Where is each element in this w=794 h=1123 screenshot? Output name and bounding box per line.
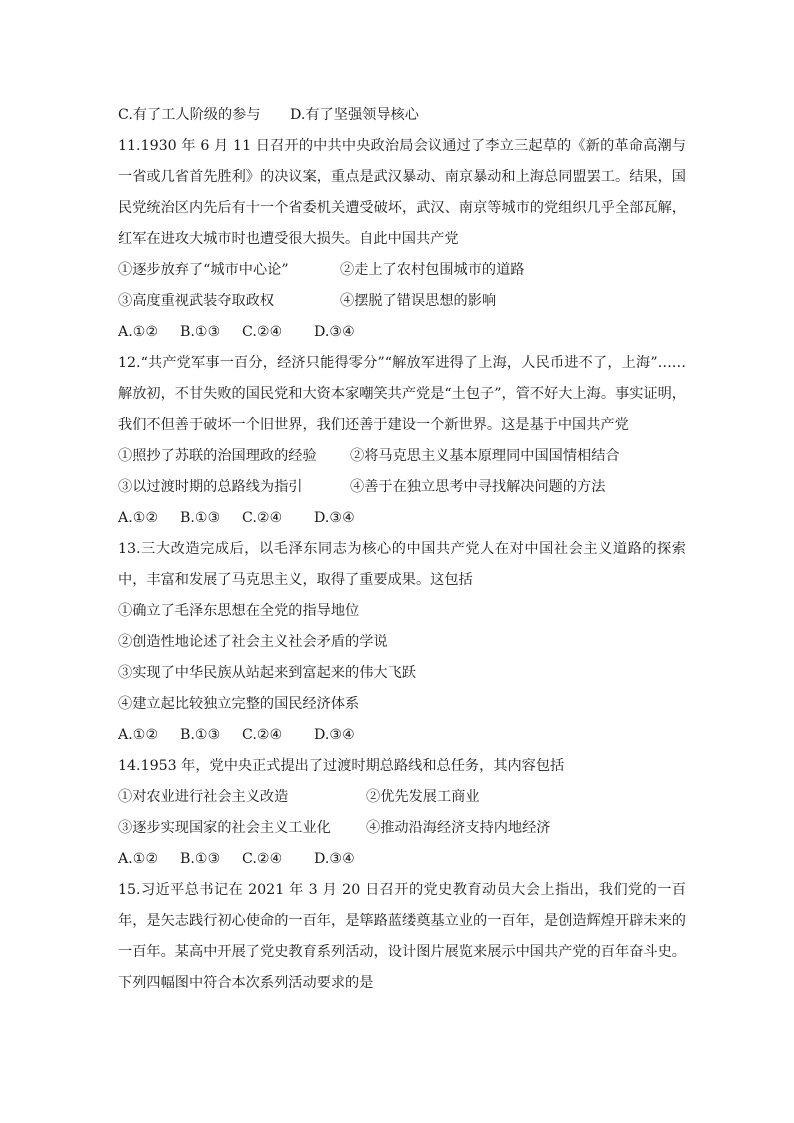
q11-items-row2 [118, 286, 686, 317]
q11-item-3: ③高度重视武装夺取政权 [118, 293, 275, 309]
q10-option-d: D.有了坚强领导核心 [290, 107, 419, 123]
q14-item-3: ③逐步实现国家的社会主义工业化 [118, 820, 331, 836]
q11-answer-a: A.①② [118, 324, 159, 340]
q14-answer-d: D.③④ [314, 851, 355, 867]
q11-answer-c: C.②④ [242, 324, 283, 340]
q15-stem: 15.习近平总书记在 2021 年 3 月 20 日召开的党史教育动员大会上指出，我们党的一百年，是矢志践行初心使命的一百年，是筚路蓝缕奠基立业的一百年，是创造辉煌开辟未来的一百年。某高中开展了党史教育系列活动，设计图片展览来展示中国共产党的百年奋斗史。下列四幅图中符合本次系列活动要求的是 [118, 882, 686, 991]
q11-answers [118, 317, 686, 348]
q14-stem: 14.1953 年，党中央正式提出了过渡时期总路线和总任务，其内容包括 [118, 758, 565, 774]
q12-answers [118, 503, 686, 534]
q12-item-2: ②将马克思主义基本原理同中国国情相结合 [350, 448, 620, 464]
q14-items-row2 [118, 813, 686, 844]
q12-stem: 12.“共产党军事一百分，经济只能得零分”“解放军进得了上海，人民币进不了，上海”……解放初，不甘失败的国民党和大资本家嘲笑共产党是“土包子”，管不好大上海。事实证明，我们不但善于破坏一个旧世界，我们还善于建设一个新世界。这是基于中国共产党 [118, 355, 686, 433]
q12-item-3: ③以过渡时期的总路线为指引 [118, 479, 303, 495]
q11-answer-b: B.①③ [180, 324, 221, 340]
q11-answer-d: D.③④ [314, 324, 355, 340]
q14-item-1: ①对农业进行社会主义改造 [118, 789, 289, 805]
q10-options-cd [118, 100, 686, 131]
q14-item-4: ④推动沿海经济支持内地经济 [366, 820, 551, 836]
q14-answer-c: C.②④ [242, 851, 283, 867]
q11-item-4: ④摆脱了错误思想的影响 [340, 293, 497, 309]
q13-answer-c: C.②④ [242, 727, 283, 743]
q11-item-2: ②走上了农村包围城市的道路 [340, 262, 525, 278]
q13-answer-d: D.③④ [314, 727, 355, 743]
q13-item-1: ①确立了毛泽东思想在全党的指导地位 [118, 603, 360, 619]
q14-answer-a: A.①② [118, 851, 159, 867]
q12-answer-d: D.③④ [314, 510, 355, 526]
q13-answer-b: B.①③ [180, 727, 221, 743]
q13-item-3: ③实现了中华民族从站起来到富起来的伟大飞跃 [118, 665, 416, 681]
q14-items-row1 [118, 782, 686, 813]
q14-item-2: ②优先发展工商业 [366, 789, 480, 805]
q11-stem: 11.1930 年 6 月 11 日召开的中共中央政治局会议通过了李立三起草的《新的革命高潮与一省或几省首先胜利》的决议案，重点是武汉暴动、南京暴动和上海总同盟罢工。结果，国民党统治区内先后有十一个省委机关遭受破坏，武汉、南京等城市的党组织几乎全部瓦解，红军在进攻大城市时也遭受很大损失。自此中国共产党 [118, 138, 686, 247]
q12-answer-b: B.①③ [180, 510, 221, 526]
q11-item-1: ①逐步放弃了“城市中心论” [118, 262, 289, 278]
q13-answer-a: A.①② [118, 727, 159, 743]
q14-answer-b: B.①③ [180, 851, 221, 867]
q11-items-row1 [118, 255, 686, 286]
q14-answers [118, 844, 686, 875]
q12-item-4: ④善于在独立思考中寻找解决问题的方法 [350, 479, 606, 495]
q12-answer-c: C.②④ [242, 510, 283, 526]
q13-answers [118, 720, 686, 751]
q12-item-1: ①照抄了苏联的治国理政的经验 [118, 448, 317, 464]
q13-stem: 13.三大改造完成后，以毛泽东同志为核心的中国共产党人在对中国社会主义道路的探索中，丰富和发展了马克思主义，取得了重要成果。这包括 [118, 541, 686, 588]
q13-item-4: ④建立起比较独立完整的国民经济体系 [118, 696, 360, 712]
q10-option-c: C.有了工人阶级的参与 [118, 107, 261, 123]
q12-answer-a: A.①② [118, 510, 159, 526]
q13-item-2: ②创造性地论述了社会主义社会矛盾的学说 [118, 634, 388, 650]
exam-page [118, 100, 686, 999]
q12-items-row1 [118, 441, 686, 472]
q12-items-row2 [118, 472, 686, 503]
